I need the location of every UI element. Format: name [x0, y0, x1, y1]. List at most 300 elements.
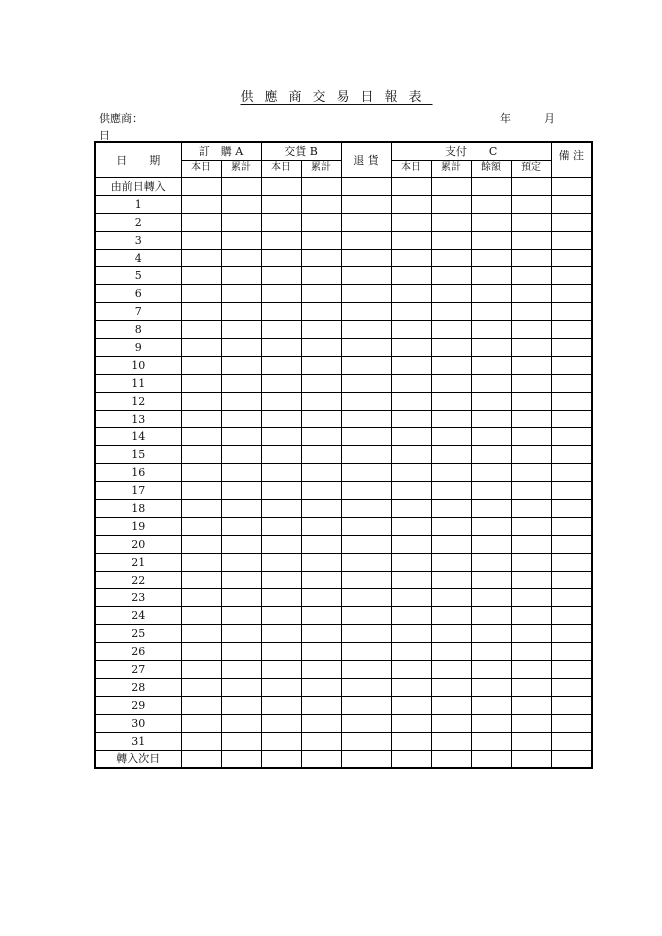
table-cell: [511, 714, 551, 732]
table-cell: [551, 392, 592, 410]
table-cell: [301, 482, 341, 500]
table-cell: [431, 178, 471, 196]
table-cell: [301, 446, 341, 464]
table-cell: [391, 339, 431, 357]
delivery-header: 交貨 B: [261, 142, 341, 160]
table-cell: [551, 464, 592, 482]
table-cell: [301, 178, 341, 196]
table-cell: [551, 303, 592, 321]
table-cell: [221, 732, 261, 750]
table-cell: [221, 231, 261, 249]
table-cell: [471, 732, 511, 750]
table-cell: [301, 213, 341, 231]
day-row: [95, 589, 592, 607]
table-cell: [391, 571, 431, 589]
table-cell: [261, 303, 301, 321]
table-cell: [341, 213, 391, 231]
table-cell: [471, 750, 511, 768]
table-cell: [431, 750, 471, 768]
table-cell: [221, 321, 261, 339]
table-cell: [221, 303, 261, 321]
table-cell: [431, 374, 471, 392]
table-cell: [261, 714, 301, 732]
table-cell: [551, 339, 592, 357]
table-cell: [431, 643, 471, 661]
table-cell: [341, 750, 391, 768]
table-cell: [221, 535, 261, 553]
table-cell: [431, 392, 471, 410]
table-cell: [221, 410, 261, 428]
table-cell: [471, 517, 511, 535]
day-number: 9: [95, 339, 181, 357]
table-cell: [341, 303, 391, 321]
table-cell: [391, 321, 431, 339]
table-cell: [301, 678, 341, 696]
table-cell: [511, 231, 551, 249]
table-cell: [181, 231, 221, 249]
table-cell: [221, 374, 261, 392]
table-cell: [391, 428, 431, 446]
table-cell: [181, 517, 221, 535]
table-cell: [431, 589, 471, 607]
date-header: 日 期: [95, 142, 181, 178]
table-cell: [551, 178, 592, 196]
table-cell: [471, 625, 511, 643]
table-cell: [181, 267, 221, 285]
day-row: [95, 213, 592, 231]
table-cell: [551, 553, 592, 571]
day-number: 28: [95, 678, 181, 696]
table-cell: [261, 607, 301, 625]
table-cell: [431, 213, 471, 231]
day-number: 25: [95, 625, 181, 643]
table-cell: [221, 589, 261, 607]
table-cell: [221, 285, 261, 303]
table-cell: [181, 500, 221, 518]
table-cell: [431, 267, 471, 285]
table-cell: [431, 696, 471, 714]
table-cell: [471, 678, 511, 696]
table-cell: [391, 500, 431, 518]
table-cell: [551, 249, 592, 267]
table-cell: [181, 321, 221, 339]
table-cell: [391, 392, 431, 410]
table-cell: [221, 195, 261, 213]
table-cell: [221, 267, 261, 285]
table-cell: [221, 661, 261, 679]
table-cell: [551, 750, 592, 768]
table-cell: [181, 482, 221, 500]
day-row: [95, 500, 592, 518]
table-cell: [391, 178, 431, 196]
table-cell: [511, 732, 551, 750]
table-cell: [301, 464, 341, 482]
table-cell: [391, 195, 431, 213]
table-cell: [431, 446, 471, 464]
table-cell: [511, 643, 551, 661]
table-cell: [511, 213, 551, 231]
table-cell: [221, 625, 261, 643]
table-cell: [221, 213, 261, 231]
table-cell: [341, 607, 391, 625]
table-cell: [551, 607, 592, 625]
table-cell: [261, 339, 301, 357]
table-cell: [471, 178, 511, 196]
table-cell: [471, 607, 511, 625]
remarks-header-text: 備 注: [558, 149, 585, 162]
table-cell: [431, 732, 471, 750]
table-cell: [261, 410, 301, 428]
table-cell: [181, 356, 221, 374]
payment-cumulative-header: 累計: [431, 160, 471, 177]
table-cell: [391, 750, 431, 768]
table-cell: [301, 428, 341, 446]
table-cell: [471, 589, 511, 607]
table-cell: [181, 732, 221, 750]
day-number: 14: [95, 428, 181, 446]
table-cell: [431, 339, 471, 357]
table-cell: [551, 661, 592, 679]
table-cell: [261, 535, 301, 553]
table-cell: [551, 732, 592, 750]
table-cell: [181, 410, 221, 428]
table-cell: [471, 696, 511, 714]
table-cell: [551, 535, 592, 553]
table-cell: [391, 285, 431, 303]
table-cell: [471, 339, 511, 357]
table-cell: [391, 410, 431, 428]
table-cell: [181, 750, 221, 768]
table-cell: [341, 500, 391, 518]
table-cell: [221, 696, 261, 714]
table-cell: [341, 428, 391, 446]
table-cell: [221, 446, 261, 464]
table-cell: [301, 374, 341, 392]
table-cell: [551, 643, 592, 661]
table-cell: [431, 571, 471, 589]
table-cell: [221, 607, 261, 625]
table-cell: [431, 500, 471, 518]
table-cell: [471, 285, 511, 303]
day-label: 日: [99, 129, 110, 142]
table-cell: [471, 714, 511, 732]
day-row: [95, 678, 592, 696]
day-row: [95, 714, 592, 732]
delivery-today-header: 本日: [261, 160, 301, 177]
table-cell: [301, 517, 341, 535]
day-number: 2: [95, 213, 181, 231]
table-cell: [391, 535, 431, 553]
table-cell: [391, 607, 431, 625]
table-cell: [221, 678, 261, 696]
table-cell: [471, 195, 511, 213]
table-cell: [341, 571, 391, 589]
table-cell: [261, 356, 301, 374]
table-cell: [301, 535, 341, 553]
table-cell: [341, 446, 391, 464]
day-number: 8: [95, 321, 181, 339]
table-cell: [471, 374, 511, 392]
table-cell: [511, 446, 551, 464]
table-cell: [221, 428, 261, 446]
table-cell: [301, 410, 341, 428]
table-cell: [261, 195, 301, 213]
day-row: [95, 195, 592, 213]
table-cell: [341, 195, 391, 213]
day-number: 17: [95, 482, 181, 500]
table-cell: [551, 195, 592, 213]
day-row: [95, 661, 592, 679]
return-header: 退 貨: [341, 142, 391, 178]
table-cell: [301, 732, 341, 750]
table-cell: [301, 571, 341, 589]
table-cell: [551, 356, 592, 374]
table-cell: [261, 178, 301, 196]
day-number: 6: [95, 285, 181, 303]
table-cell: [551, 231, 592, 249]
table-cell: [511, 517, 551, 535]
table-cell: [261, 374, 301, 392]
table-cell: [551, 285, 592, 303]
table-cell: [551, 374, 592, 392]
month-label: 月: [544, 112, 555, 125]
table-cell: [431, 321, 471, 339]
table-cell: [431, 535, 471, 553]
table-cell: [391, 696, 431, 714]
payment-balance-header: 餘額: [471, 160, 511, 177]
table-cell: [341, 231, 391, 249]
table-cell: [551, 267, 592, 285]
table-cell: [301, 392, 341, 410]
table-cell: [181, 661, 221, 679]
day-number: 15: [95, 446, 181, 464]
day-number: 16: [95, 464, 181, 482]
table-cell: [551, 482, 592, 500]
table-cell: [471, 356, 511, 374]
table-cell: [341, 643, 391, 661]
table-cell: [341, 661, 391, 679]
carry-out-label: 轉入次日: [95, 750, 181, 768]
day-row: [95, 285, 592, 303]
day-number: 10: [95, 356, 181, 374]
table-cell: [221, 500, 261, 518]
day-row: [95, 374, 592, 392]
table-cell: [431, 714, 471, 732]
table-cell: [221, 178, 261, 196]
day-number: 27: [95, 661, 181, 679]
table-cell: [221, 356, 261, 374]
table-cell: [511, 195, 551, 213]
table-cell: [511, 321, 551, 339]
table-cell: [391, 464, 431, 482]
table-cell: [301, 285, 341, 303]
table-cell: [341, 696, 391, 714]
table-cell: [391, 446, 431, 464]
table-cell: [261, 464, 301, 482]
table-cell: [551, 500, 592, 518]
table-cell: [391, 625, 431, 643]
table-cell: [551, 213, 592, 231]
day-row: [95, 321, 592, 339]
table-cell: [511, 750, 551, 768]
table-cell: [431, 285, 471, 303]
day-number: 3: [95, 231, 181, 249]
table-cell: [181, 678, 221, 696]
table-cell: [181, 285, 221, 303]
day-row: [95, 517, 592, 535]
table-cell: [511, 464, 551, 482]
table-cell: [511, 392, 551, 410]
day-number: 4: [95, 249, 181, 267]
table-cell: [181, 643, 221, 661]
day-row: [95, 428, 592, 446]
table-cell: [391, 643, 431, 661]
table-cell: [261, 321, 301, 339]
day-number: 12: [95, 392, 181, 410]
day-row: [95, 625, 592, 643]
table-cell: [511, 356, 551, 374]
table-cell: [511, 339, 551, 357]
table-cell: [341, 410, 391, 428]
table-cell: [341, 553, 391, 571]
table-cell: [551, 571, 592, 589]
table-cell: [221, 517, 261, 535]
day-row: [95, 339, 592, 357]
day-row: [95, 643, 592, 661]
table-cell: [391, 374, 431, 392]
table-cell: [511, 410, 551, 428]
day-row: [95, 249, 592, 267]
order-header: 訂 購 A: [181, 142, 261, 160]
table-cell: [301, 607, 341, 625]
table-cell: [391, 678, 431, 696]
day-number: 29: [95, 696, 181, 714]
table-cell: [341, 589, 391, 607]
table-cell: [301, 339, 341, 357]
table-cell: [471, 410, 511, 428]
table-cell: [551, 589, 592, 607]
table-cell: [511, 678, 551, 696]
table-cell: [341, 732, 391, 750]
day-number: 26: [95, 643, 181, 661]
day-number: 5: [95, 267, 181, 285]
table-cell: [551, 428, 592, 446]
table-cell: [431, 464, 471, 482]
table-cell: [551, 696, 592, 714]
table-cell: [181, 696, 221, 714]
table-cell: [301, 267, 341, 285]
table-cell: [181, 213, 221, 231]
table-cell: [221, 392, 261, 410]
table-cell: [471, 231, 511, 249]
table-cell: [471, 428, 511, 446]
table-cell: [301, 553, 341, 571]
table-cell: [221, 339, 261, 357]
table-cell: [391, 661, 431, 679]
carry-out-row: [95, 750, 592, 768]
table-cell: [181, 464, 221, 482]
table-cell: [221, 750, 261, 768]
payment-scheduled-header: 預定: [511, 160, 551, 177]
table-cell: [341, 178, 391, 196]
table-cell: [391, 517, 431, 535]
day-number: 22: [95, 571, 181, 589]
table-cell: [261, 213, 301, 231]
table-cell: [181, 339, 221, 357]
table-cell: [301, 643, 341, 661]
table-cell: [221, 464, 261, 482]
table-cell: [471, 392, 511, 410]
table-cell: [511, 482, 551, 500]
payment-header: 支付 C: [391, 142, 551, 160]
table-cell: [341, 714, 391, 732]
day-row: [95, 553, 592, 571]
table-cell: [261, 553, 301, 571]
table-cell: [261, 249, 301, 267]
table-cell: [471, 321, 511, 339]
table-cell: [261, 500, 301, 518]
day-number: 23: [95, 589, 181, 607]
table-cell: [181, 178, 221, 196]
day-number: 11: [95, 374, 181, 392]
day-row: [95, 356, 592, 374]
carry-in-row: [95, 178, 592, 196]
table-cell: [181, 607, 221, 625]
table-cell: [261, 231, 301, 249]
table-cell: [511, 589, 551, 607]
table-cell: [181, 553, 221, 571]
day-number: 18: [95, 500, 181, 518]
order-today-header: 本日: [181, 160, 221, 177]
table-cell: [341, 464, 391, 482]
table-cell: [391, 714, 431, 732]
table-cell: [181, 249, 221, 267]
table-cell: [301, 249, 341, 267]
table-cell: [431, 303, 471, 321]
form-title-text: 供應商交易日報表: [240, 90, 433, 105]
table-cell: [261, 643, 301, 661]
day-row: [95, 267, 592, 285]
payment-today-header: 本日: [391, 160, 431, 177]
table-cell: [181, 374, 221, 392]
table-cell: [261, 428, 301, 446]
table-cell: [181, 589, 221, 607]
table-cell: [261, 482, 301, 500]
table-cell: [431, 249, 471, 267]
table-cell: [391, 482, 431, 500]
table-cell: [431, 625, 471, 643]
day-row: [95, 571, 592, 589]
table-cell: [511, 696, 551, 714]
supplier-label: 供應商：: [99, 112, 143, 125]
carry-in-label: 由前日轉入: [95, 178, 181, 196]
table-cell: [341, 535, 391, 553]
table-cell: [551, 678, 592, 696]
table-cell: [431, 482, 471, 500]
day-number: 1: [95, 195, 181, 213]
table-cell: [511, 249, 551, 267]
daily-report-table: [94, 141, 593, 769]
table-cell: [261, 446, 301, 464]
table-cell: [341, 321, 391, 339]
table-cell: [181, 446, 221, 464]
table-cell: [261, 625, 301, 643]
table-cell: [341, 392, 391, 410]
table-cell: [301, 500, 341, 518]
table-cell: [551, 714, 592, 732]
day-row: [95, 535, 592, 553]
table-cell: [261, 589, 301, 607]
